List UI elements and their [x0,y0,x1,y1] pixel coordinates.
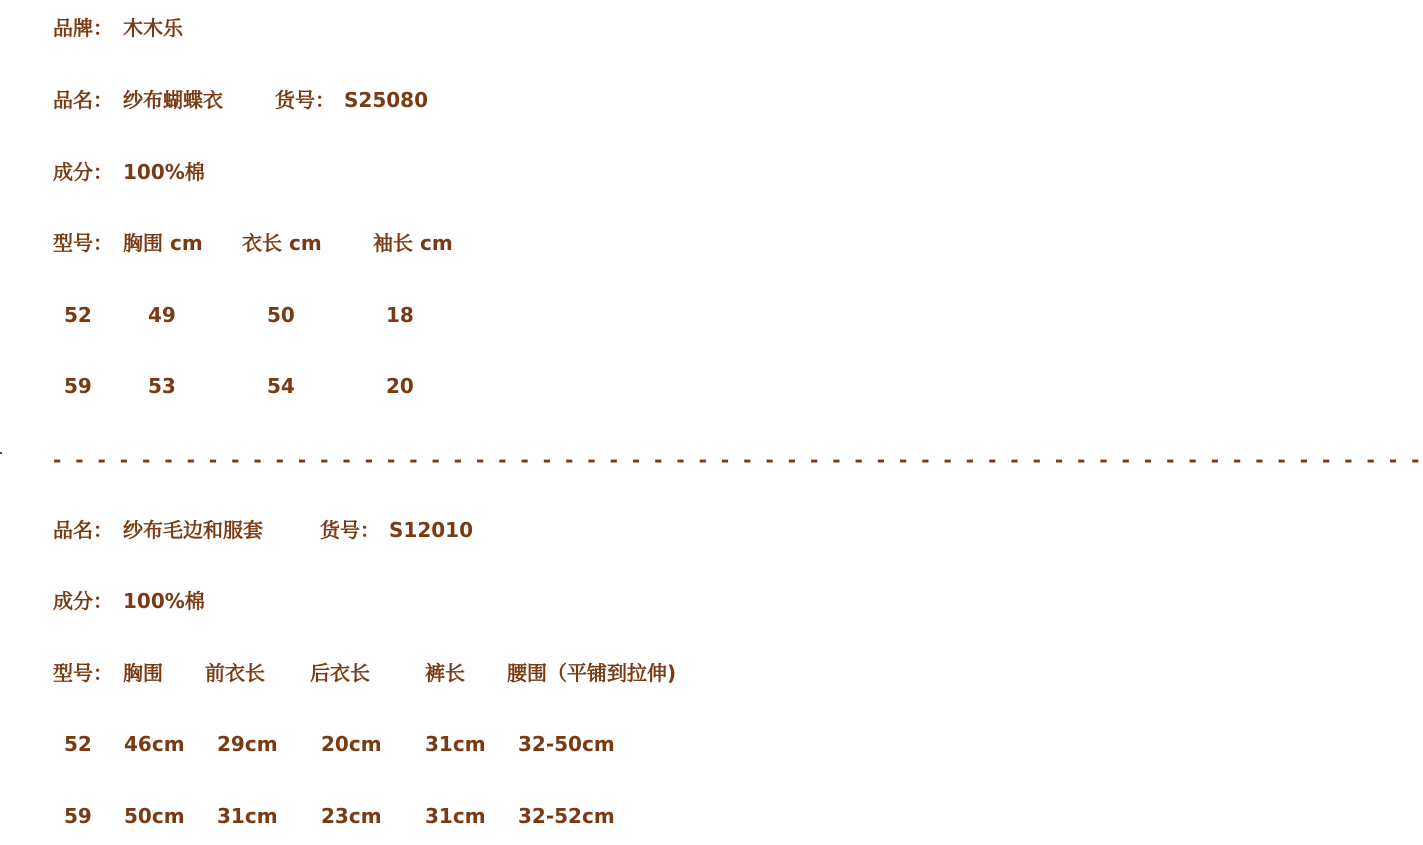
product2-composition-label: 成分： [53,589,113,613]
product1-row2-length: 54 [267,374,295,398]
product2-size-header-chest: 胸围 [123,661,163,685]
product1-row1-model: 52 [64,303,92,327]
product1-row1-chest: 49 [148,303,176,327]
product1-name-value: 纱布蝴蝶衣 [123,88,223,112]
product1-row2-model: 59 [64,374,92,398]
product2-row1-waist: 32-50cm [518,732,615,756]
product2-size-header-model: 型号： [53,661,113,685]
product2-row1-back-length: 20cm [321,732,382,756]
product1-size-header-chest: 胸围 cm [123,231,203,255]
product1-row1-sleeve: 18 [386,303,414,327]
product2-size-header-back-length: 后衣长 [310,661,370,685]
product2-row1-front-length: 29cm [217,732,278,756]
product1-size-header-length: 衣长 cm [242,231,322,255]
brand-label: 品牌： [53,16,113,40]
product1-row2-sleeve: 20 [386,374,414,398]
product1-size-header-sleeve: 袖长 cm [373,231,453,255]
product1-composition-value: 100%棉 [123,160,205,184]
product1-row1-length: 50 [267,303,295,327]
brand-value: 木木乐 [123,16,183,40]
product2-size-header-pants-length: 裤长 [425,661,465,685]
product1-item-label: 货号： [275,88,335,112]
product2-size-header-front-length: 前衣长 [205,661,265,685]
product1-name-label: 品名： [53,88,113,112]
product2-row1-pants-length: 31cm [425,732,486,756]
product2-row2-pants-length: 31cm [425,804,486,828]
product2-row1-model: 52 [64,732,92,756]
product2-composition-value: 100%棉 [123,589,205,613]
product2-name-value: 纱布毛边和服套 [123,518,263,542]
product2-row2-back-length: 23cm [321,804,382,828]
product1-size-header-model: 型号： [53,231,113,255]
product1-item-value: S25080 [344,88,428,112]
product2-row2-model: 59 [64,804,92,828]
product1-row2-chest: 53 [148,374,176,398]
product2-name-label: 品名： [53,518,113,542]
product1-composition-label: 成分： [53,160,113,184]
margin-dot [0,452,2,454]
product2-row2-waist: 32-52cm [518,804,615,828]
product2-row2-front-length: 31cm [217,804,278,828]
product2-item-label: 货号： [320,518,380,542]
product2-row2-chest: 50cm [124,804,185,828]
dashed-divider: - - - - - - - - - - - - - - - - - - - - - - - - - - - - - - - - - - - - - - - - - - - - - - - - - - - - - - - - - - - - - - [53,448,1423,472]
product2-row1-chest: 46cm [124,732,185,756]
product2-item-value: S12010 [389,518,473,542]
product2-size-header-waist: 腰围（平铺到拉伸) [507,661,677,685]
